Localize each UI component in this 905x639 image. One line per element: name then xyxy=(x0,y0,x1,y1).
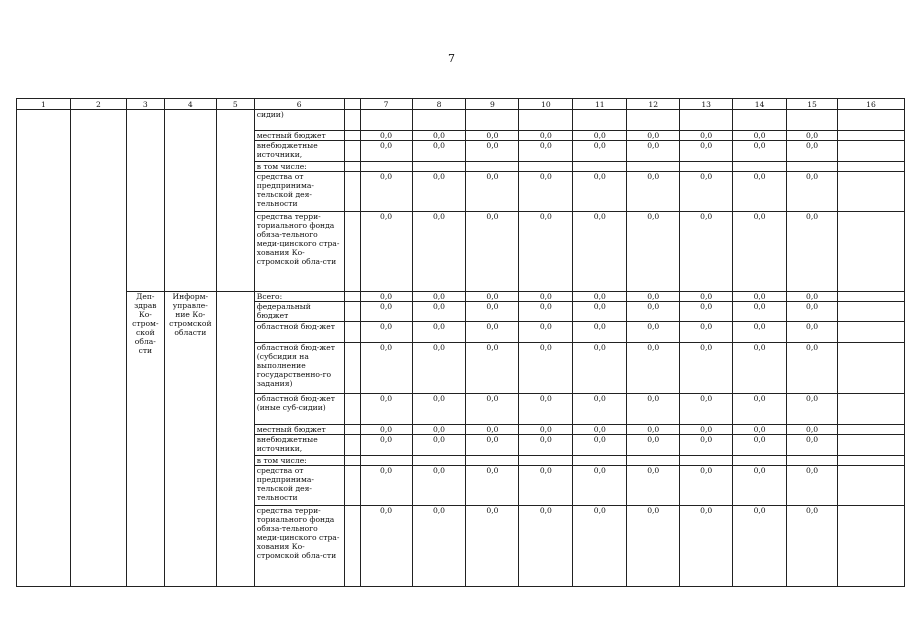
header-cell: 7 xyxy=(360,99,412,110)
value-cell: 0,0 xyxy=(466,394,519,425)
value-cell: 0,0 xyxy=(680,506,733,587)
header-cell: 16 xyxy=(838,99,905,110)
value-cell: 0,0 xyxy=(680,343,733,394)
value-cell: 0,0 xyxy=(733,435,787,456)
spacer-cell xyxy=(344,466,360,506)
spacer-cell xyxy=(344,302,360,322)
cell-col1 xyxy=(17,110,71,587)
value-cell: 0,0 xyxy=(627,141,680,162)
value-cell: 0,0 xyxy=(733,131,787,141)
spacer-cell xyxy=(344,292,360,302)
value-cell: 0,0 xyxy=(733,212,787,292)
header-cell: 12 xyxy=(627,99,680,110)
header-cell: 10 xyxy=(519,99,573,110)
cell-col2 xyxy=(70,110,126,587)
header-cell: 3 xyxy=(126,99,164,110)
funding-source-label: местный бюджет xyxy=(254,131,344,141)
value-cell xyxy=(519,456,573,466)
spacer-cell xyxy=(344,141,360,162)
value-cell: 0,0 xyxy=(360,292,412,302)
value-cell: 0,0 xyxy=(519,506,573,587)
value-cell xyxy=(680,456,733,466)
header-cell: 5 xyxy=(216,99,254,110)
cell-col16 xyxy=(838,162,905,172)
value-cell xyxy=(519,162,573,172)
value-cell: 0,0 xyxy=(466,302,519,322)
value-cell: 0,0 xyxy=(466,466,519,506)
table-row xyxy=(17,110,905,131)
value-cell: 0,0 xyxy=(360,343,412,394)
value-cell: 0,0 xyxy=(519,172,573,212)
value-cell: 0,0 xyxy=(360,212,412,292)
value-cell: 0,0 xyxy=(680,141,733,162)
spacer-cell xyxy=(344,394,360,425)
spacer-cell xyxy=(344,172,360,212)
value-cell: 0,0 xyxy=(680,322,733,343)
value-cell: 0,0 xyxy=(360,425,412,435)
value-cell: 0,0 xyxy=(573,141,627,162)
value-cell: 0,0 xyxy=(680,292,733,302)
value-cell: 0,0 xyxy=(787,212,838,292)
header-row xyxy=(17,99,905,110)
value-cell: 0,0 xyxy=(680,425,733,435)
value-cell xyxy=(627,110,680,131)
cell-col16 xyxy=(838,322,905,343)
value-cell xyxy=(787,456,838,466)
cell-col16 xyxy=(838,466,905,506)
value-cell: 0,0 xyxy=(573,394,627,425)
value-cell: 0,0 xyxy=(787,141,838,162)
value-cell: 0,0 xyxy=(519,212,573,292)
value-cell: 0,0 xyxy=(573,466,627,506)
value-cell xyxy=(466,456,519,466)
value-cell: 0,0 xyxy=(733,425,787,435)
value-cell: 0,0 xyxy=(573,292,627,302)
value-cell: 0,0 xyxy=(787,394,838,425)
header-cell: 1 xyxy=(17,99,71,110)
table-row xyxy=(17,292,905,302)
funding-source-label: средства от предпринима-тельской дея-тельности xyxy=(254,172,344,212)
value-cell: 0,0 xyxy=(466,131,519,141)
value-cell: 0,0 xyxy=(787,506,838,587)
co-executor: Информ-управле-ние Ко-стромской области xyxy=(164,292,216,587)
value-cell: 0,0 xyxy=(733,343,787,394)
value-cell: 0,0 xyxy=(573,212,627,292)
funding-source-label: в том числе: xyxy=(254,162,344,172)
value-cell: 0,0 xyxy=(733,292,787,302)
cell-col16 xyxy=(838,141,905,162)
funding-source-label: сидии) xyxy=(254,110,344,131)
value-cell: 0,0 xyxy=(360,172,412,212)
header-cell: 14 xyxy=(733,99,787,110)
spacer-cell xyxy=(344,506,360,587)
cell-col16 xyxy=(838,425,905,435)
value-cell xyxy=(412,110,466,131)
value-cell: 0,0 xyxy=(573,435,627,456)
value-cell: 0,0 xyxy=(360,141,412,162)
value-cell: 0,0 xyxy=(412,506,466,587)
value-cell xyxy=(627,162,680,172)
value-cell: 0,0 xyxy=(360,435,412,456)
value-cell: 0,0 xyxy=(519,466,573,506)
value-cell xyxy=(680,110,733,131)
cell-col16 xyxy=(838,506,905,587)
value-cell xyxy=(360,110,412,131)
funding-source-label: областной бюд-жет xyxy=(254,322,344,343)
cell-col16 xyxy=(838,172,905,212)
funding-source-label: средства терри-ториального фонда обяза-тельного меди-цинского стра-хования Ко-стромской обла-сти xyxy=(254,506,344,587)
value-cell xyxy=(360,162,412,172)
header-cell xyxy=(344,99,360,110)
header-cell: 13 xyxy=(680,99,733,110)
value-cell: 0,0 xyxy=(680,212,733,292)
spacer-cell xyxy=(344,162,360,172)
header-cell: 2 xyxy=(70,99,126,110)
value-cell: 0,0 xyxy=(466,506,519,587)
value-cell: 0,0 xyxy=(412,322,466,343)
value-cell xyxy=(466,162,519,172)
value-cell xyxy=(733,456,787,466)
cell-col3 xyxy=(126,110,164,292)
cell-col16 xyxy=(838,110,905,131)
value-cell: 0,0 xyxy=(627,394,680,425)
value-cell: 0,0 xyxy=(412,141,466,162)
value-cell: 0,0 xyxy=(519,435,573,456)
value-cell: 0,0 xyxy=(627,506,680,587)
value-cell: 0,0 xyxy=(733,394,787,425)
value-cell: 0,0 xyxy=(680,172,733,212)
cell-col4 xyxy=(164,110,216,292)
funding-source-label: внебюджетные источники, xyxy=(254,435,344,456)
value-cell: 0,0 xyxy=(733,506,787,587)
value-cell: 0,0 xyxy=(787,435,838,456)
spacer-cell xyxy=(344,343,360,394)
cell-col16 xyxy=(838,302,905,322)
funding-source-label: областной бюд-жет (субсидия на выполнение государственно-го задания) xyxy=(254,343,344,394)
page-number: 7 xyxy=(448,52,455,65)
funding-source-label: местный бюджет xyxy=(254,425,344,435)
value-cell: 0,0 xyxy=(627,302,680,322)
value-cell: 0,0 xyxy=(412,435,466,456)
value-cell xyxy=(412,162,466,172)
value-cell: 0,0 xyxy=(360,131,412,141)
value-cell: 0,0 xyxy=(412,394,466,425)
cell-col5 xyxy=(216,110,254,292)
spacer-cell xyxy=(344,435,360,456)
value-cell: 0,0 xyxy=(412,172,466,212)
value-cell xyxy=(787,110,838,131)
value-cell: 0,0 xyxy=(627,131,680,141)
value-cell: 0,0 xyxy=(787,425,838,435)
value-cell: 0,0 xyxy=(680,435,733,456)
value-cell: 0,0 xyxy=(573,506,627,587)
value-cell: 0,0 xyxy=(360,394,412,425)
value-cell: 0,0 xyxy=(466,141,519,162)
spacer-cell xyxy=(344,131,360,141)
value-cell xyxy=(627,456,680,466)
value-cell: 0,0 xyxy=(680,302,733,322)
value-cell: 0,0 xyxy=(627,343,680,394)
cell-col16 xyxy=(838,212,905,292)
cell-col16 xyxy=(838,456,905,466)
value-cell: 0,0 xyxy=(412,466,466,506)
value-cell xyxy=(412,456,466,466)
value-cell: 0,0 xyxy=(787,131,838,141)
value-cell: 0,0 xyxy=(466,212,519,292)
funding-source-label: федеральный бюджет xyxy=(254,302,344,322)
value-cell xyxy=(466,110,519,131)
value-cell: 0,0 xyxy=(627,435,680,456)
spacer-cell xyxy=(344,425,360,435)
value-cell: 0,0 xyxy=(627,212,680,292)
header-cell: 9 xyxy=(466,99,519,110)
value-cell: 0,0 xyxy=(360,302,412,322)
value-cell: 0,0 xyxy=(466,292,519,302)
value-cell: 0,0 xyxy=(573,302,627,322)
value-cell: 0,0 xyxy=(519,141,573,162)
value-cell: 0,0 xyxy=(787,343,838,394)
value-cell: 0,0 xyxy=(360,506,412,587)
value-cell xyxy=(573,110,627,131)
value-cell: 0,0 xyxy=(733,302,787,322)
value-cell xyxy=(733,162,787,172)
funding-source-label: средства от предпринима-тельской дея-тельности xyxy=(254,466,344,506)
value-cell xyxy=(360,456,412,466)
value-cell xyxy=(573,456,627,466)
spacer-cell xyxy=(344,212,360,292)
budget-table xyxy=(16,98,905,587)
value-cell: 0,0 xyxy=(412,292,466,302)
value-cell: 0,0 xyxy=(733,172,787,212)
value-cell: 0,0 xyxy=(519,302,573,322)
value-cell: 0,0 xyxy=(733,141,787,162)
value-cell: 0,0 xyxy=(573,322,627,343)
cell-col5 xyxy=(216,292,254,587)
value-cell: 0,0 xyxy=(787,292,838,302)
spacer-cell xyxy=(344,322,360,343)
value-cell xyxy=(787,162,838,172)
value-cell: 0,0 xyxy=(519,131,573,141)
cell-col16 xyxy=(838,292,905,302)
value-cell xyxy=(573,162,627,172)
value-cell xyxy=(519,110,573,131)
table-body xyxy=(17,99,905,587)
value-cell: 0,0 xyxy=(787,466,838,506)
value-cell xyxy=(680,162,733,172)
value-cell: 0,0 xyxy=(412,425,466,435)
funding-source-label: областной бюд-жет (иные суб-сидии) xyxy=(254,394,344,425)
value-cell: 0,0 xyxy=(360,322,412,343)
value-cell: 0,0 xyxy=(573,172,627,212)
value-cell: 0,0 xyxy=(680,394,733,425)
value-cell: 0,0 xyxy=(573,131,627,141)
value-cell: 0,0 xyxy=(412,131,466,141)
funding-source-label: Всего: xyxy=(254,292,344,302)
value-cell: 0,0 xyxy=(680,131,733,141)
cell-col16 xyxy=(838,435,905,456)
value-cell: 0,0 xyxy=(466,322,519,343)
value-cell: 0,0 xyxy=(519,394,573,425)
value-cell: 0,0 xyxy=(573,343,627,394)
value-cell: 0,0 xyxy=(360,466,412,506)
value-cell: 0,0 xyxy=(627,322,680,343)
cell-col16 xyxy=(838,343,905,394)
value-cell: 0,0 xyxy=(466,343,519,394)
value-cell: 0,0 xyxy=(787,302,838,322)
value-cell: 0,0 xyxy=(412,343,466,394)
funding-source-label: внебюджетные источники, xyxy=(254,141,344,162)
spacer-cell xyxy=(344,456,360,466)
header-cell: 15 xyxy=(787,99,838,110)
value-cell: 0,0 xyxy=(466,172,519,212)
value-cell: 0,0 xyxy=(627,292,680,302)
value-cell: 0,0 xyxy=(627,172,680,212)
header-cell: 4 xyxy=(164,99,216,110)
cell-col16 xyxy=(838,131,905,141)
header-cell: 11 xyxy=(573,99,627,110)
value-cell: 0,0 xyxy=(519,322,573,343)
value-cell: 0,0 xyxy=(466,435,519,456)
header-cell: 8 xyxy=(412,99,466,110)
responsible-executor: Деп-здрав Ко-стром-ской обла-сти xyxy=(126,292,164,587)
funding-source-label: в том числе: xyxy=(254,456,344,466)
value-cell: 0,0 xyxy=(519,425,573,435)
value-cell: 0,0 xyxy=(412,302,466,322)
value-cell: 0,0 xyxy=(627,466,680,506)
header-cell: 6 xyxy=(254,99,344,110)
value-cell: 0,0 xyxy=(519,343,573,394)
value-cell: 0,0 xyxy=(519,292,573,302)
value-cell: 0,0 xyxy=(627,425,680,435)
value-cell: 0,0 xyxy=(787,322,838,343)
cell-col16 xyxy=(838,394,905,425)
value-cell: 0,0 xyxy=(680,466,733,506)
value-cell: 0,0 xyxy=(412,212,466,292)
value-cell: 0,0 xyxy=(733,466,787,506)
value-cell: 0,0 xyxy=(573,425,627,435)
value-cell: 0,0 xyxy=(466,425,519,435)
value-cell: 0,0 xyxy=(733,322,787,343)
value-cell xyxy=(733,110,787,131)
funding-source-label: средства терри-ториального фонда обяза-тельного меди-цинского стра-хования Ко-стромской обла-сти xyxy=(254,212,344,292)
value-cell: 0,0 xyxy=(787,172,838,212)
spacer-cell xyxy=(344,110,360,131)
